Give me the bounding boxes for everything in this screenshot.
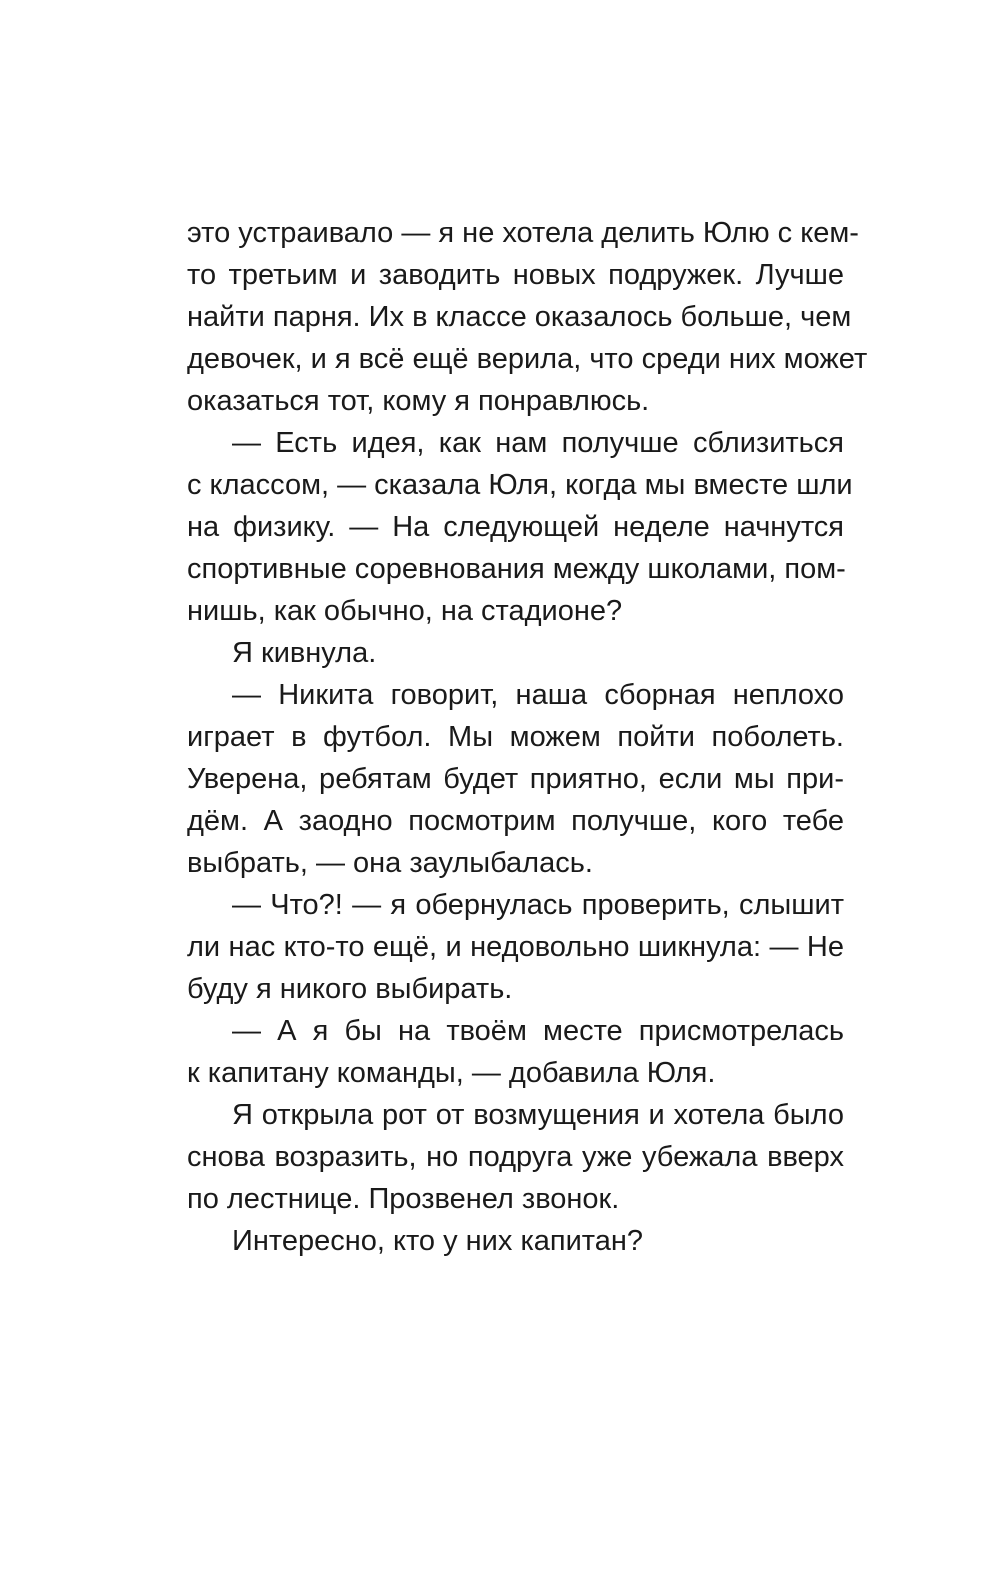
paragraph-6 (187, 1010, 844, 1094)
text-line: оказаться тот, кому я понравлюсь. (187, 385, 650, 417)
paragraph-5 (187, 884, 844, 1010)
text-line: — Что?! — я обернулась проверить, слышит (232, 889, 844, 921)
text-line: с классом, — сказала Юля, когда мы вместе шли (187, 469, 853, 501)
text-line: спортивные соревнования между школами, пом- (187, 553, 846, 585)
text-line: играет в футбол. Мы можем пойти поболеть. (187, 721, 844, 753)
text-line: буду я никого выбирать. (187, 973, 513, 1005)
text-line: Я кивнула. (232, 637, 377, 669)
text-line: — А я бы на твоём месте присмотрелась (232, 1015, 844, 1047)
text-line: то третьим и заводить новых подружек. Лучше (187, 259, 844, 291)
text-line: на физику. — На следующей неделе начнутся (187, 511, 844, 543)
text-line: к капитану команды, — добавила Юля. (187, 1057, 716, 1089)
body-text (187, 212, 868, 1262)
paragraph-4 (187, 674, 844, 884)
text-line: девочек, и я всё ещё верила, что среди них может (187, 343, 868, 375)
text-line: — Никита говорит, наша сборная неплохо (232, 679, 844, 711)
text-line: по лестнице. Прозвенел звонок. (187, 1183, 620, 1215)
text-line: нишь, как обычно, на стадионе? (187, 595, 623, 627)
paragraph-8 (187, 1220, 844, 1262)
paragraph-7 (187, 1094, 844, 1220)
paragraph-2 (187, 422, 853, 632)
text-line: Уверена, ребятам будет приятно, если мы при- (187, 763, 844, 795)
text-line: выбрать, — она заулыбалась. (187, 847, 593, 879)
text-line: снова возразить, но подруга уже убежала вверх (187, 1141, 844, 1173)
text-line: это устраивало — я не хотела делить Юлю с кем- (187, 217, 859, 249)
text-line: Я открыла рот от возмущения и хотела было (232, 1099, 844, 1131)
text-line: дём. А заодно посмотрим получше, кого тебе (187, 805, 844, 837)
text-line: найти парня. Их в классе оказалось больше, чем (187, 301, 852, 333)
text-line: ли нас кто-то ещё, и недовольно шикнула: — Не (187, 931, 844, 963)
paragraph-3 (187, 632, 844, 674)
text-line: — Есть идея, как нам получше сблизиться (232, 427, 844, 459)
text-line: Интересно, кто у них капитан? (232, 1225, 644, 1257)
paragraph-1 (187, 212, 868, 422)
